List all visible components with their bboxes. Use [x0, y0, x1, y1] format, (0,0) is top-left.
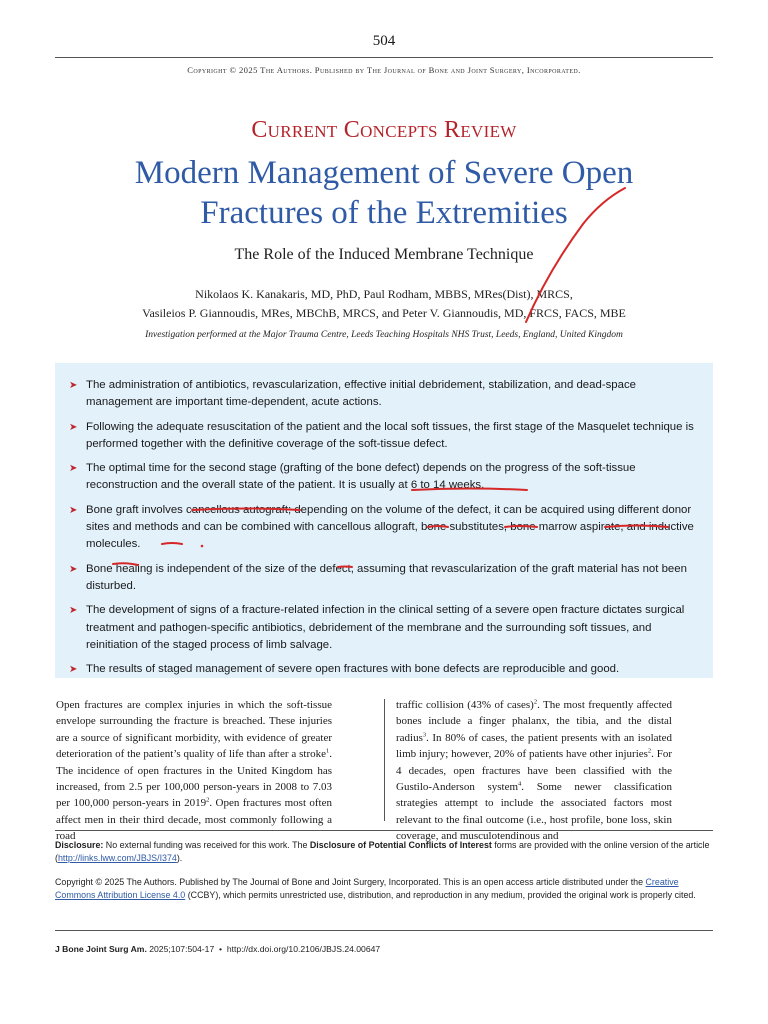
- body-text: . The most frequently affected bones include a finger phalanx, the tibia, and the distal radius: [396, 699, 673, 744]
- red-arrowhead-icon: ➤: [69, 463, 78, 475]
- license-text: Copyright © 2025 The Authors. Published by The Journal of Bone and Joint Surgery, Incorporated. This is an open access article distributed under the: [55, 877, 646, 887]
- citation-ref[interactable]: 1: [326, 747, 330, 755]
- key-point-text: Following the adequate resuscitation of the patient and the local soft tissues, the first stage of the Masquelet technique is performed together with the definitive coverage of the soft-tissue defect.: [86, 420, 694, 450]
- license-text: (CCBY), which permits unrestricted use, distribution, and reproduction in any medium, provided the original work is properly cited.: [185, 890, 696, 900]
- disclosure-forms-label: Disclosure of Potential Conflicts of Interest: [309, 840, 492, 850]
- key-point-text: The optimal time for the second stage (grafting of the bone defect) depends on the progress of the soft-tissue reconstruction and the overall state of the patient. It is usually at 6 to 14 weeks.: [86, 462, 636, 492]
- footnote-rule: [55, 830, 713, 831]
- article-title-line-2: Fractures of the Extremities: [200, 195, 568, 231]
- disclosure-link[interactable]: http://links.lww.com/JBJS/I374: [57, 853, 177, 863]
- header-rule: [55, 57, 713, 58]
- key-points-box: [55, 363, 713, 678]
- disclosure-text: No external funding was received for this work. The: [103, 840, 310, 850]
- header-copyright: Copyright © 2025 The Authors. Published by The Journal of Bone and Joint Surgery, Incorporated.: [187, 65, 581, 75]
- red-arrowhead-icon: ➤: [69, 664, 78, 676]
- key-point-item: [69, 602, 699, 654]
- key-point-text: The results of staged management of severe open fractures with bone defects are reproducible and good.: [86, 663, 620, 676]
- body-column-right: [396, 697, 672, 845]
- body-column-left: [56, 697, 332, 845]
- doi-link[interactable]: http://dx.doi.org/10.2106/JBJS.24.00647: [226, 944, 381, 954]
- citation-ref[interactable]: 4: [518, 780, 522, 788]
- footer-rule: [55, 930, 713, 931]
- disclosure-label: Disclosure:: [55, 840, 104, 850]
- disclosure-text: ).: [176, 853, 183, 863]
- column-divider: [384, 699, 385, 821]
- author-line-1: Nikolaos K. Kanakaris, MD, PhD, Paul Rodham, MBBS, MRes(Dist), MRCS,: [195, 287, 573, 301]
- citation-info: 2025;107:504-17: [146, 944, 215, 954]
- author-list: [0, 285, 768, 323]
- key-point-item: [69, 661, 699, 678]
- key-point-text: Bone healing is independent of the size of the defect, assuming that revascularization of the graft material has not been disturbed.: [86, 562, 687, 592]
- citation-ref[interactable]: 2: [647, 747, 652, 755]
- body-text: . In 80% of cases, the patient presents with an isolated limb injury; however, 20% of patients have other injuries: [396, 731, 672, 761]
- footer-separator: •: [219, 944, 223, 954]
- body-text: . Open fractures most often affect men in their third decade, most commonly following a road: [56, 797, 332, 843]
- key-point-item: [69, 460, 699, 495]
- key-point-text: The administration of antibiotics, revascularization, effective initial debridement, stabilization, and dead-space management are important time-dependent, acute actions.: [86, 379, 637, 409]
- red-arrowhead-icon: ➤: [69, 504, 78, 516]
- red-arrowhead-icon: ➤: [69, 380, 78, 391]
- key-point-item: [69, 419, 699, 454]
- page-number: 504: [372, 33, 396, 49]
- key-point-item: [69, 561, 699, 596]
- key-point-text: The development of signs of a fracture-related infection in the clinical setting of a severe open fracture dictates surgical treatment and pathogen-specific antibiotics, debridement of the membrane and the surrounding soft tissues, and reinitiation of the staged process of limb salvage.: [86, 604, 685, 651]
- citation-ref[interactable]: 3: [422, 731, 427, 739]
- body-text: . For 4 decades, open fractures have been classified with the Gustilo-Anderson system: [396, 748, 672, 794]
- red-arrowhead-icon: ➤: [69, 421, 78, 433]
- series-title: Current Concepts Review: [251, 117, 517, 143]
- key-point-item: [69, 502, 699, 554]
- disclosure-note: [55, 839, 715, 865]
- journal-abbreviation: J Bone Joint Surg Am.: [55, 944, 147, 954]
- license-link[interactable]: Creative Commons Attribution License 4.0: [55, 877, 679, 900]
- red-arrowhead-icon: ➤: [69, 605, 78, 617]
- red-arrowhead-icon: ➤: [69, 563, 78, 575]
- license-note: [55, 876, 715, 902]
- key-point-text: Bone graft involves cancellous autograft; depending on the volume of the defect, it can be acquired using different donor sites and methods and can be combined with cancellous allograft, bone substitutes, bone marrow aspirate, and inductive molecules.: [86, 503, 694, 551]
- author-line-2: Vasileios P. Giannoudis, MRes, MBChB, MRCS, and Peter V. Giannoudis, MD, FRCS, FACS, MBE: [142, 306, 626, 320]
- key-point-item: [69, 377, 699, 412]
- article-title: [0, 153, 768, 233]
- body-text: Open fractures are complex injuries in which the soft-tissue envelope surrounding the fracture is breached. These injuries are a source of significant morbidity, with evidence of greater deterioration of the patient’s quality of life than after a stroke: [56, 699, 332, 761]
- body-text: traffic collision (43% of cases): [396, 699, 534, 711]
- citation-ref[interactable]: 2: [533, 698, 538, 706]
- page-footer: [55, 944, 715, 954]
- disclosure-text: forms are provided with the online version of the article (: [55, 840, 710, 863]
- article-title-line-1: Modern Management of Severe Open: [134, 155, 634, 191]
- body-text: . The incidence of open fractures in the United Kingdom has increased, from 2.5 per 100,000 person-years in 2008 to 7.03 per 100,000 person-years in 2019: [56, 748, 332, 810]
- body-text: . Some newer classification strategies attempt to include the associated factors most relevant to the final outcome (i.e., host profile, bone loss, skin coverage, and musculotendinous and: [396, 781, 672, 843]
- article-subtitle: The Role of the Induced Membrane Technique: [234, 246, 534, 263]
- citation-ref[interactable]: 2: [206, 796, 210, 804]
- investigation-note: Investigation performed at the Major Trauma Centre, Leeds Teaching Hospitals NHS Trust, Leeds, England, United Kingdom: [145, 330, 623, 340]
